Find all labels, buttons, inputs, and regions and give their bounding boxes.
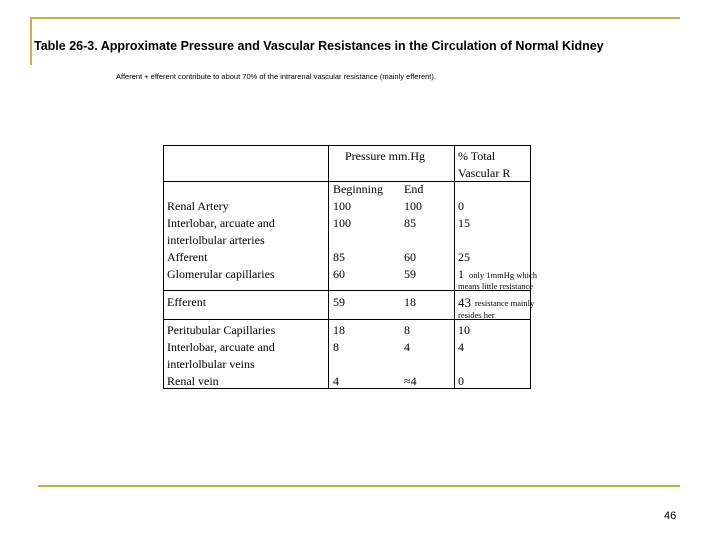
row-name: Peritubular Capillaries xyxy=(167,323,276,337)
percent-note: resistance mainly xyxy=(475,298,535,308)
page-number: 46 xyxy=(664,510,677,522)
percent-value: 43 xyxy=(458,295,471,310)
top-rule xyxy=(30,17,680,19)
percent-value: 4 xyxy=(458,340,464,354)
page-title: Table 26-3. Approximate Pressure and Vascular Resistances in the Circulation of Normal Kidney xyxy=(34,39,604,53)
percent-value: 1 xyxy=(458,267,464,281)
pressure-table xyxy=(163,145,537,389)
end-value: 60 xyxy=(404,250,416,264)
left-rule xyxy=(30,17,32,65)
percent-note: resides her xyxy=(458,310,495,320)
row-name: Interlobar, arcuate and xyxy=(167,340,275,354)
col-divider xyxy=(454,146,455,388)
subheader-beginning: Beginning xyxy=(333,182,383,196)
percent-value: 0 xyxy=(458,199,464,213)
header-pressure: Pressure mm.Hg xyxy=(345,149,425,163)
row-name: Afferent xyxy=(167,250,208,264)
page-subtitle: Afferent + efferent contribute to about 70% of the intrarenal vascular resistance (mainly efferent). xyxy=(116,72,436,81)
beginning-value: 85 xyxy=(333,250,345,264)
end-value: 100 xyxy=(404,199,422,213)
header-percent-line2: Vascular R xyxy=(458,166,511,180)
bottom-rule xyxy=(38,485,680,487)
row-name: Efferent xyxy=(167,295,207,309)
beginning-value: 59 xyxy=(333,295,345,309)
row-name: interlolbular veins xyxy=(167,357,255,371)
end-value: 85 xyxy=(404,216,416,230)
beginning-value: 18 xyxy=(333,323,345,337)
end-value: 8 xyxy=(404,323,410,337)
percent-note: only 1mmHg which xyxy=(469,270,537,280)
row-name: Glomerular capillaries xyxy=(167,267,275,281)
percent-value: 0 xyxy=(458,374,464,388)
row-name: Renal vein xyxy=(167,374,219,388)
percent-note: means little resistance xyxy=(458,281,534,291)
beginning-value: 60 xyxy=(333,267,345,281)
percent-value: 10 xyxy=(458,323,470,337)
end-value: 59 xyxy=(404,267,416,281)
row-name: Interlobar, arcuate and xyxy=(167,216,275,230)
beginning-value: 4 xyxy=(333,374,339,388)
col-divider xyxy=(328,146,329,388)
end-value: ≈4 xyxy=(404,374,417,388)
subheader-end: End xyxy=(404,182,424,196)
percent-value: 25 xyxy=(458,250,470,264)
row-name: interlolbular arteries xyxy=(167,233,265,247)
header-percent-line1: % Total xyxy=(458,149,496,163)
end-value: 18 xyxy=(404,295,416,309)
beginning-value: 100 xyxy=(333,199,351,213)
beginning-value: 8 xyxy=(333,340,339,354)
end-value: 4 xyxy=(404,340,410,354)
row-name: Renal Artery xyxy=(167,199,229,213)
beginning-value: 100 xyxy=(333,216,351,230)
percent-value: 15 xyxy=(458,216,470,230)
